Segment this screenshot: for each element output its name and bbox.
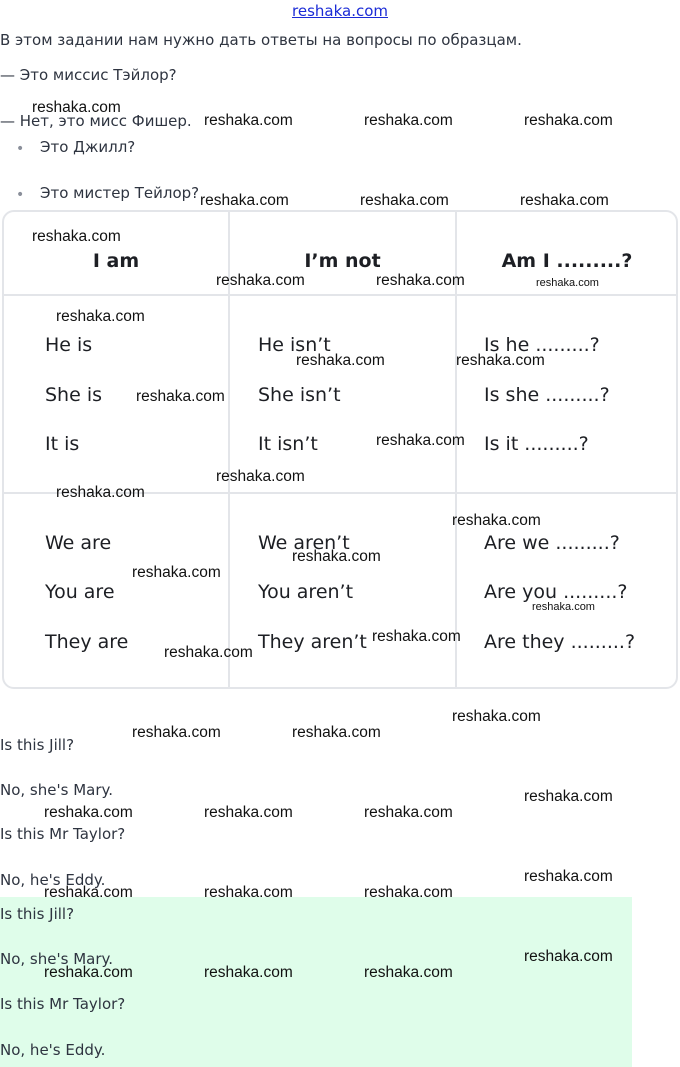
watermark: reshaka.com bbox=[292, 548, 381, 565]
watermark: reshaka.com bbox=[524, 112, 613, 129]
watermark: reshaka.com bbox=[364, 804, 453, 821]
watermark: reshaka.com bbox=[132, 724, 221, 741]
table-cell: He is bbox=[45, 334, 93, 356]
watermark: reshaka.com bbox=[44, 964, 133, 981]
table-cell: Is he .........? bbox=[484, 334, 600, 356]
example-answer: — Нет, это мисс Фишер. bbox=[0, 112, 192, 130]
watermark: reshaka.com bbox=[360, 192, 449, 209]
watermark: reshaka.com bbox=[32, 228, 121, 245]
table-header: I am bbox=[92, 250, 140, 272]
table-header: Am I .........? bbox=[501, 250, 633, 272]
watermark: reshaka.com bbox=[44, 884, 133, 901]
watermark: reshaka.com bbox=[132, 564, 221, 581]
bullet-item: Это мистер Тейлор? bbox=[40, 184, 200, 202]
watermark: reshaka.com bbox=[532, 601, 595, 613]
table-cell: It is bbox=[45, 433, 80, 455]
table-cell: Are you .........? bbox=[484, 581, 628, 603]
watermark: reshaka.com bbox=[364, 884, 453, 901]
watermark: reshaka.com bbox=[216, 468, 305, 485]
task-text: В этом задании нам нужно дать ответы на вопросы по образцам. bbox=[0, 31, 522, 49]
answer-line: No, she's Mary. bbox=[0, 781, 113, 799]
watermark: reshaka.com bbox=[524, 868, 613, 885]
table-cell: We aren’t bbox=[258, 532, 350, 554]
watermark: reshaka.com bbox=[44, 804, 133, 821]
watermark: reshaka.com bbox=[32, 99, 121, 116]
highlighted-answer-line: Is this Mr Taylor? bbox=[0, 995, 126, 1013]
watermark: reshaka.com bbox=[56, 484, 145, 501]
answer-line: Is this Mr Taylor? bbox=[0, 825, 126, 843]
watermark: reshaka.com bbox=[136, 388, 225, 405]
watermark: reshaka.com bbox=[364, 964, 453, 981]
watermark: reshaka.com bbox=[204, 884, 293, 901]
watermark: reshaka.com bbox=[456, 352, 545, 369]
row-divider bbox=[4, 294, 676, 296]
table-cell: She is bbox=[45, 384, 103, 406]
site-link[interactable]: reshaka.com bbox=[292, 2, 388, 20]
table-cell: They aren’t bbox=[258, 631, 367, 653]
table-cell: Are we .........? bbox=[484, 532, 620, 554]
watermark: reshaka.com bbox=[524, 788, 613, 805]
table-cell: It isn’t bbox=[258, 433, 318, 455]
table-cell: Are they .........? bbox=[484, 631, 636, 653]
watermark: reshaka.com bbox=[376, 272, 465, 289]
watermark: reshaka.com bbox=[204, 804, 293, 821]
bullet-item: Это Джилл? bbox=[40, 138, 136, 156]
watermark: reshaka.com bbox=[520, 192, 609, 209]
bullet-dot-icon: • bbox=[16, 187, 25, 203]
watermark: reshaka.com bbox=[372, 628, 461, 645]
highlighted-answer-line: No, he's Eddy. bbox=[0, 1041, 106, 1059]
answer-line: Is this Jill? bbox=[0, 736, 75, 754]
table-header: I’m not bbox=[304, 250, 381, 272]
watermark: reshaka.com bbox=[452, 512, 541, 529]
watermark: reshaka.com bbox=[364, 112, 453, 129]
watermark: reshaka.com bbox=[200, 192, 289, 209]
watermark: reshaka.com bbox=[524, 948, 613, 965]
table-cell: They are bbox=[45, 631, 129, 653]
highlighted-answer-line: No, she's Mary. bbox=[0, 950, 113, 968]
answer-line: No, he's Eddy. bbox=[0, 871, 106, 889]
watermark: reshaka.com bbox=[452, 708, 541, 725]
table-cell: You aren’t bbox=[258, 581, 354, 603]
watermark: reshaka.com bbox=[204, 964, 293, 981]
watermark: reshaka.com bbox=[216, 272, 305, 289]
watermark: reshaka.com bbox=[376, 432, 465, 449]
watermark: reshaka.com bbox=[164, 644, 253, 661]
bullet-dot-icon: • bbox=[16, 141, 25, 157]
table-cell: Is it .........? bbox=[484, 433, 589, 455]
highlighted-answer-line: Is this Jill? bbox=[0, 905, 75, 923]
watermark: reshaka.com bbox=[292, 724, 381, 741]
watermark: reshaka.com bbox=[536, 277, 599, 289]
watermark: reshaka.com bbox=[296, 352, 385, 369]
watermark: reshaka.com bbox=[204, 112, 293, 129]
example-question: — Это миссис Тэйлор? bbox=[0, 66, 177, 84]
table-cell: We are bbox=[45, 532, 112, 554]
table-cell: He isn’t bbox=[258, 334, 331, 356]
watermark: reshaka.com bbox=[56, 308, 145, 325]
table-cell: She isn’t bbox=[258, 384, 341, 406]
table-cell: You are bbox=[45, 581, 115, 603]
table-cell: Is she .........? bbox=[484, 384, 610, 406]
